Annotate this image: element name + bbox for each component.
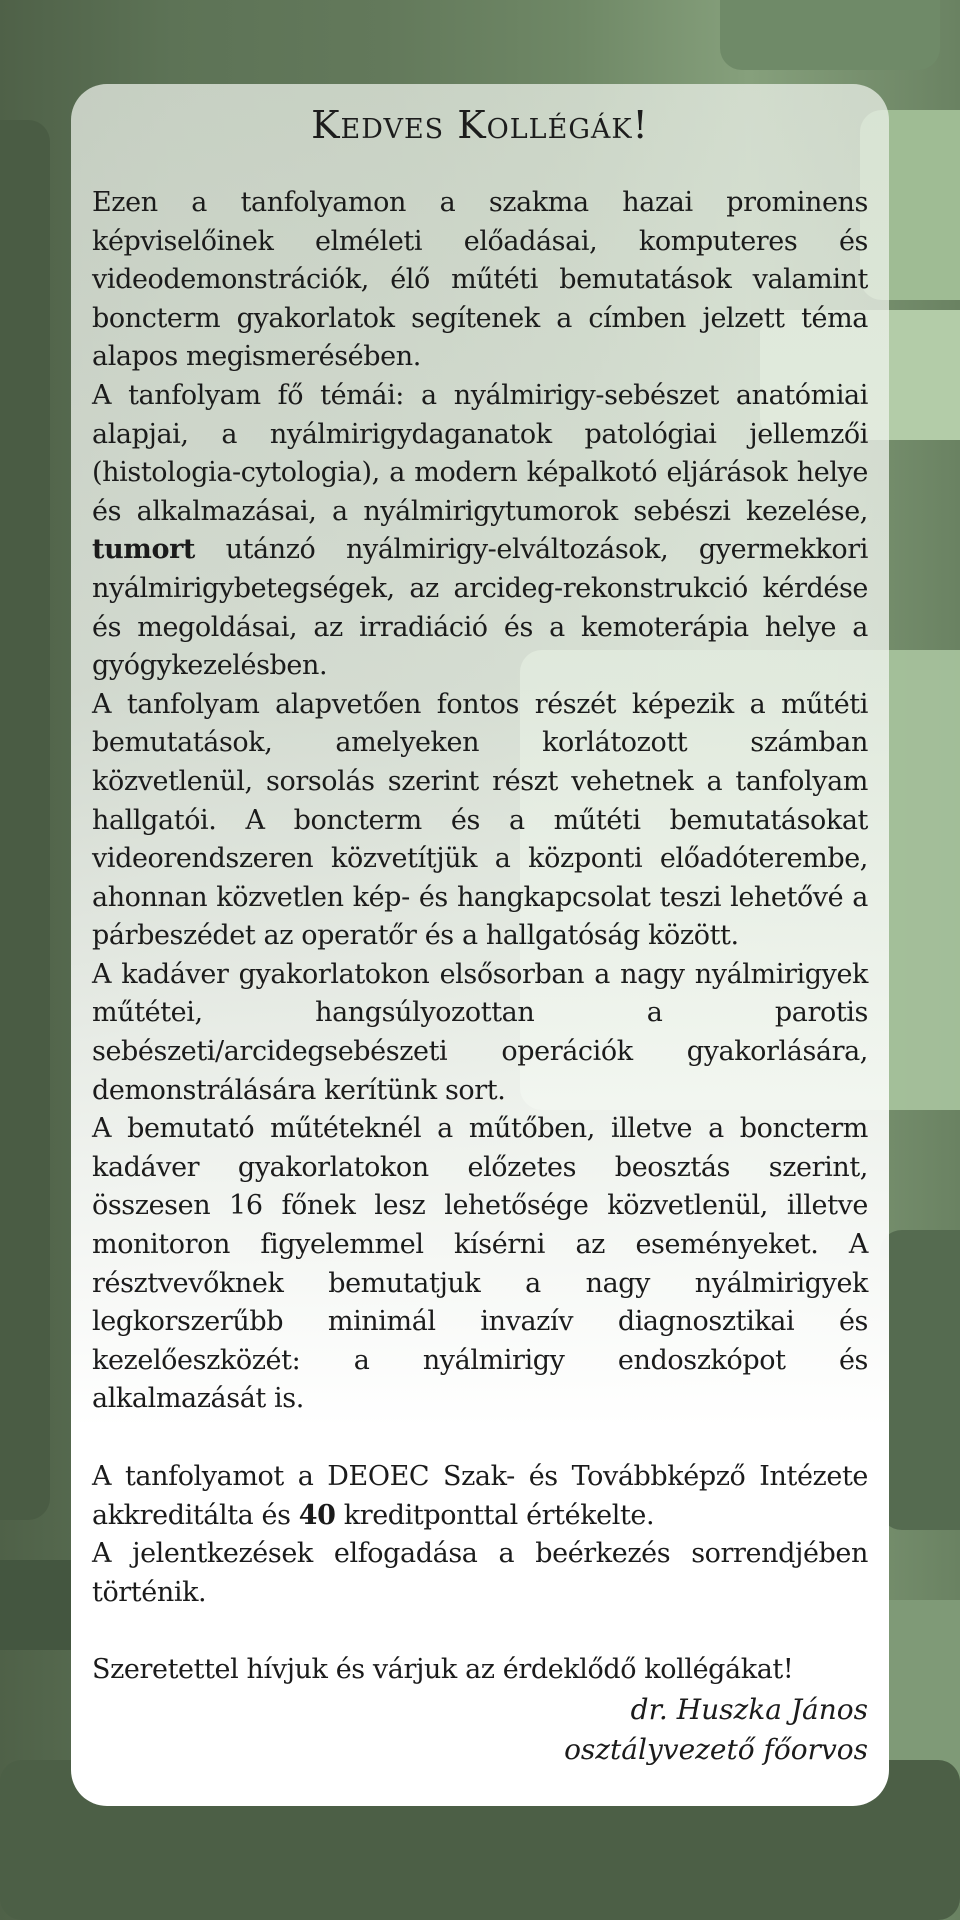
spacer <box>92 1612 868 1651</box>
paragraph-participants: A bemutató műtéteknél a műtőben, illetve a boncterm kadáver gyakorlatokon előzetes beosztás szerint, összesen 16 főnek lesz lehetősége közvetlenül, illetve monitoron figyelemmel kísérni az eseményeket. A résztvevőknek bemutatjuk a nagy nyálmirigyek legkorszerűbb minimál invazív diagnosztikai és kezelőeszközét: a nyálmirigy endoszkópot és alkalmazását is. <box>92 1113 868 1415</box>
paragraph-accreditation <box>92 1458 868 1535</box>
signature-block <box>564 1690 868 1770</box>
paragraph-topics <box>92 377 868 686</box>
signature-role: osztályvezető főorvos <box>564 1733 868 1766</box>
letter-title: Kedves Kollégák! <box>311 103 649 147</box>
paragraph-accreditation-text-continued: kreditponttal értékelte. <box>335 1499 655 1531</box>
background-block <box>720 0 940 70</box>
paragraph-invitation: Szeretettel hívjuk és várjuk az érdeklődő kollégákat! <box>92 1654 794 1686</box>
paragraph-applications: A jelentkezések elfogadása a beérkezés sorrendjében történik. <box>92 1538 868 1608</box>
background-block <box>0 120 50 1520</box>
paragraph-demonstrations: A tanfolyam alapvetően fontos részét képezik a műtéti bemutatások, amelyeken korlátozott számban közvetlenül, sorsolás szerint részt vehetnek a tanfolyam hallgatói. A boncterm és a műtéti bemutatásokat videorendszeren közvetítjük a központi előadóterembe, ahonnan közvetlen kép- és hangkapcsolat teszi lehetővé a párbeszédet az operatőr és a hallgatóság között. <box>92 688 868 952</box>
paragraph-topics-text-continued: utánzó nyálmirigy-elváltozások, gyermekkori nyálmirigybetegségek, az arcideg-rekonstrukció kérdése és megoldásai, az irradiáció és a kemoterápia helye a gyógykezelésben. <box>92 534 868 682</box>
emphasis-tumort: tumort <box>92 534 195 566</box>
background-block <box>880 1230 960 1530</box>
credit-points: 40 <box>298 1499 336 1531</box>
letter-card <box>71 84 889 1806</box>
signature-name: dr. Huszka János <box>630 1693 868 1726</box>
spacer <box>92 1419 868 1458</box>
paragraph-cadaver-practice: A kadáver gyakorlatokon elsősorban a nagy nyálmirigyek műtétei, hangsúlyozottan a parotis sebészeti/arcidegsebészeti operációk gyakorlására, demonstrálására kerítünk sort. <box>92 958 868 1106</box>
paragraph-intro: Ezen a tanfolyamon a szakma hazai prominens képviselőinek elméleti előadásai, komputeres és videodemonstrációk, élő műtéti bemutatások valamint boncterm gyakorlatok segítenek a címben jelzett téma alapos megismerésében. <box>92 187 868 373</box>
paragraph-accreditation-text: A tanfolyamot a DEOEC Szak- és Továbbképző Intézete akkreditálta és <box>92 1461 868 1531</box>
paragraph-topics-text: A tanfolyam fő témái: a nyálmirigy-sebészet anatómiai alapjai, a nyálmirigydaganatok patológiai jellemzői (histologia-cytologia), a modern képalkotó eljárások helye és alkalmazásai, a nyálmirigytumorok sebészi kezelése, <box>92 379 868 527</box>
